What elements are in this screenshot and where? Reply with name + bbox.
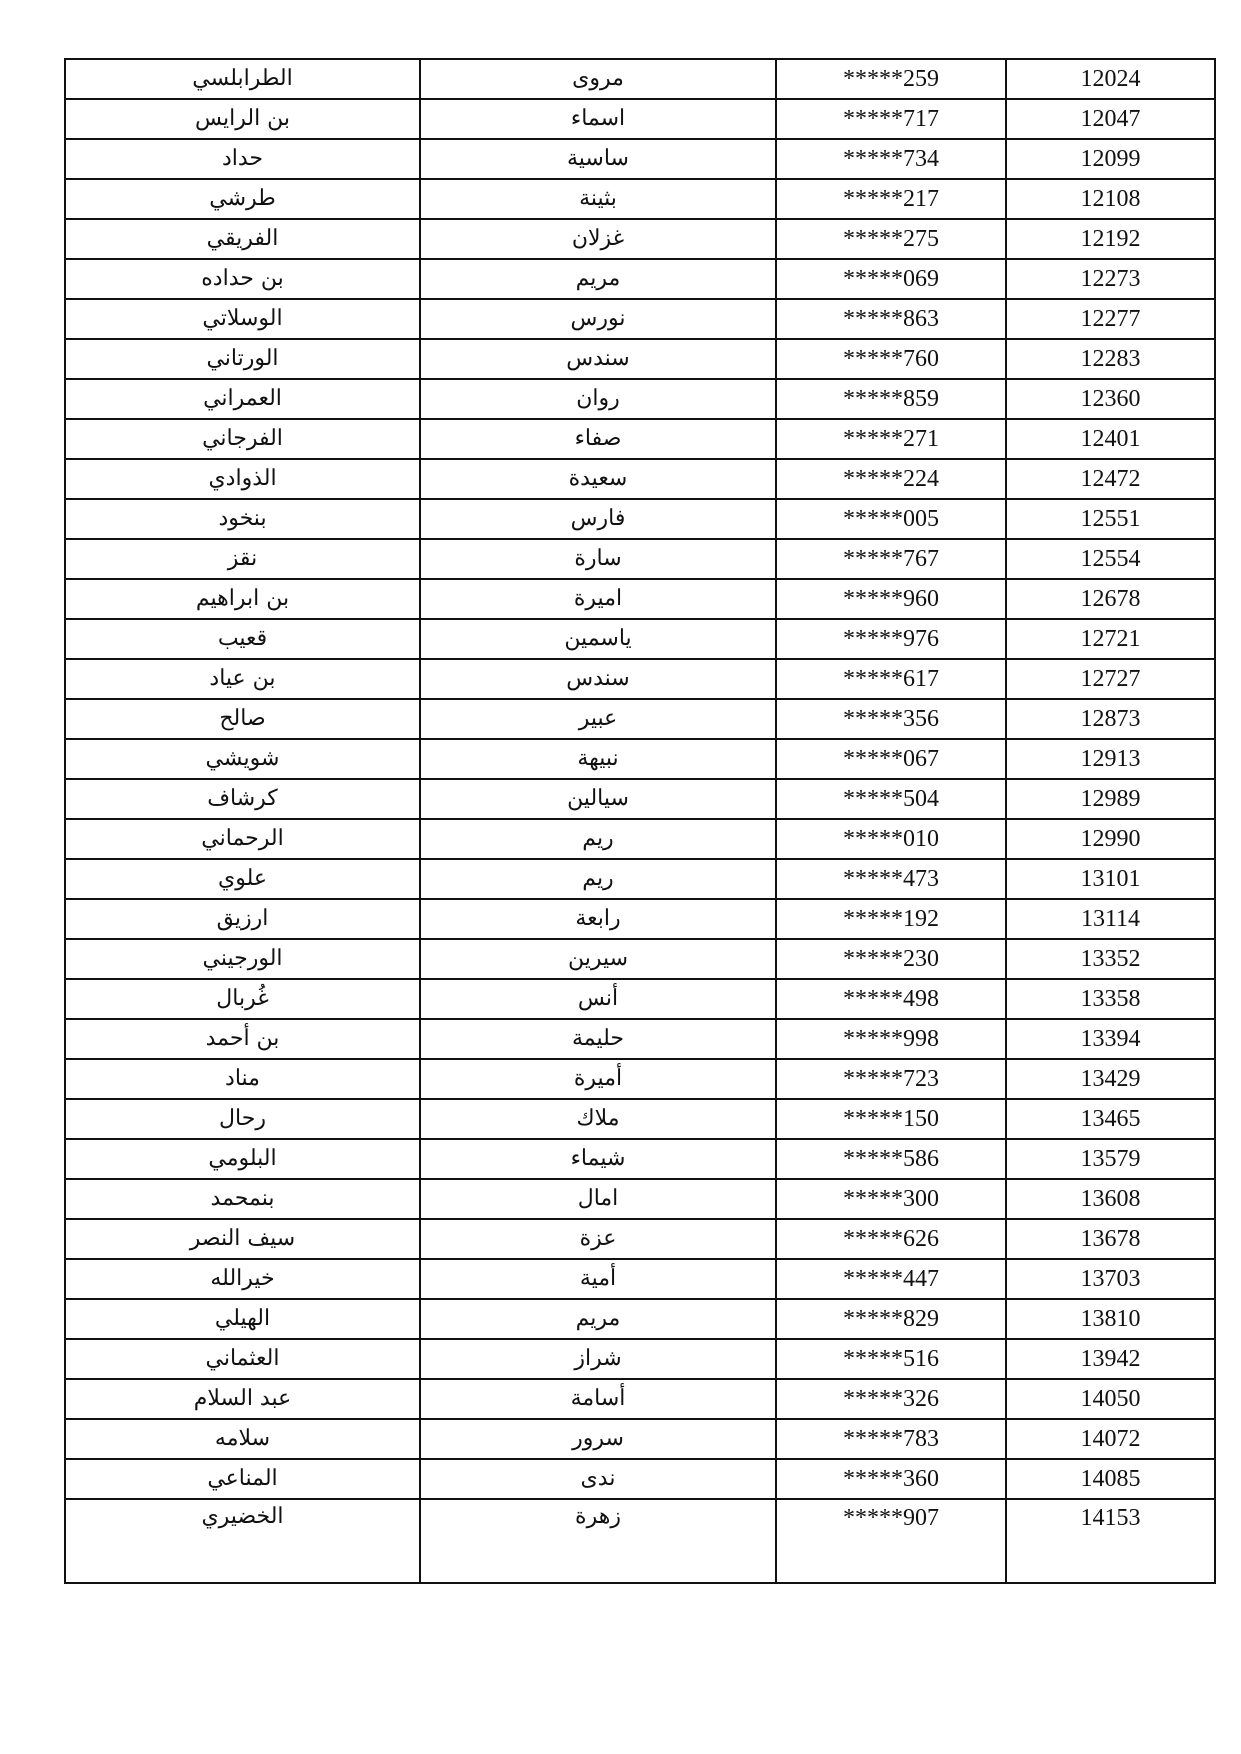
table-row — [65, 579, 1215, 619]
id-number-cell: *****504 — [776, 779, 1006, 819]
registration-number-cell: 14085 — [1006, 1459, 1215, 1499]
table-row — [65, 419, 1215, 459]
id-number-cell: *****217 — [776, 179, 1006, 219]
last-name-cell: الورتاني — [65, 339, 420, 379]
table-row — [65, 1099, 1215, 1139]
names-table — [64, 58, 1216, 1584]
id-number-cell: *****767 — [776, 539, 1006, 579]
registration-number-cell: 12283 — [1006, 339, 1215, 379]
last-name-cell: سلامه — [65, 1419, 420, 1459]
first-name-cell: ياسمين — [420, 619, 776, 659]
names-table-body — [65, 59, 1215, 1583]
table-row — [65, 859, 1215, 899]
id-number-cell: *****859 — [776, 379, 1006, 419]
first-name-cell: مروى — [420, 59, 776, 99]
table-row — [65, 739, 1215, 779]
first-name-cell: عبير — [420, 699, 776, 739]
last-name-cell: عبد السلام — [65, 1379, 420, 1419]
first-name-cell: شراز — [420, 1339, 776, 1379]
registration-number-cell: 14050 — [1006, 1379, 1215, 1419]
table-row — [65, 1019, 1215, 1059]
first-name-cell: مريم — [420, 1299, 776, 1339]
table-row — [65, 1339, 1215, 1379]
first-name-cell: سندس — [420, 659, 776, 699]
last-name-cell: العمراني — [65, 379, 420, 419]
first-name-cell: أنس — [420, 979, 776, 1019]
first-name-cell: سرور — [420, 1419, 776, 1459]
last-name-cell: البلومي — [65, 1139, 420, 1179]
id-number-cell: *****907 — [776, 1499, 1006, 1583]
id-number-cell: *****192 — [776, 899, 1006, 939]
registration-number-cell: 13608 — [1006, 1179, 1215, 1219]
registration-number-cell: 12024 — [1006, 59, 1215, 99]
last-name-cell: بن عياد — [65, 659, 420, 699]
first-name-cell: أمية — [420, 1259, 776, 1299]
table-row — [65, 659, 1215, 699]
last-name-cell: الرحماني — [65, 819, 420, 859]
last-name-cell: الوسلاتي — [65, 299, 420, 339]
id-number-cell: *****230 — [776, 939, 1006, 979]
registration-number-cell: 12554 — [1006, 539, 1215, 579]
first-name-cell: سارة — [420, 539, 776, 579]
first-name-cell: غزلان — [420, 219, 776, 259]
id-number-cell: *****271 — [776, 419, 1006, 459]
id-number-cell: *****473 — [776, 859, 1006, 899]
registration-number-cell: 12273 — [1006, 259, 1215, 299]
first-name-cell: اسماء — [420, 99, 776, 139]
registration-number-cell: 12989 — [1006, 779, 1215, 819]
last-name-cell: الهيلي — [65, 1299, 420, 1339]
table-row — [65, 379, 1215, 419]
id-number-cell: *****356 — [776, 699, 1006, 739]
last-name-cell: حداد — [65, 139, 420, 179]
last-name-cell: بنخود — [65, 499, 420, 539]
last-name-cell: غُربال — [65, 979, 420, 1019]
table-row — [65, 99, 1215, 139]
registration-number-cell: 12873 — [1006, 699, 1215, 739]
id-number-cell: *****783 — [776, 1419, 1006, 1459]
registration-number-cell: 13114 — [1006, 899, 1215, 939]
table-row — [65, 219, 1215, 259]
registration-number-cell: 12360 — [1006, 379, 1215, 419]
registration-number-cell: 13352 — [1006, 939, 1215, 979]
first-name-cell: سندس — [420, 339, 776, 379]
id-number-cell: *****626 — [776, 1219, 1006, 1259]
registration-number-cell: 12551 — [1006, 499, 1215, 539]
table-row — [65, 1179, 1215, 1219]
first-name-cell: ملاك — [420, 1099, 776, 1139]
id-number-cell: *****760 — [776, 339, 1006, 379]
last-name-cell: صالح — [65, 699, 420, 739]
table-row — [65, 299, 1215, 339]
first-name-cell: رابعة — [420, 899, 776, 939]
first-name-cell: عزة — [420, 1219, 776, 1259]
table-row — [65, 939, 1215, 979]
table-row — [65, 139, 1215, 179]
table-row — [65, 1419, 1215, 1459]
table-row — [65, 819, 1215, 859]
registration-number-cell: 13101 — [1006, 859, 1215, 899]
first-name-cell: امال — [420, 1179, 776, 1219]
table-row — [65, 979, 1215, 1019]
table-row — [65, 179, 1215, 219]
registration-number-cell: 13465 — [1006, 1099, 1215, 1139]
table-row — [65, 459, 1215, 499]
id-number-cell: *****516 — [776, 1339, 1006, 1379]
table-row — [65, 1139, 1215, 1179]
id-number-cell: *****723 — [776, 1059, 1006, 1099]
table-row — [65, 699, 1215, 739]
table-row — [65, 539, 1215, 579]
first-name-cell: زهرة — [420, 1499, 776, 1583]
last-name-cell: بن أحمد — [65, 1019, 420, 1059]
last-name-cell: الورجيني — [65, 939, 420, 979]
id-number-cell: *****863 — [776, 299, 1006, 339]
last-name-cell: الخضيري — [65, 1499, 420, 1583]
last-name-cell: الفريقي — [65, 219, 420, 259]
table-row — [65, 1219, 1215, 1259]
last-name-cell: المناعي — [65, 1459, 420, 1499]
registration-number-cell: 12678 — [1006, 579, 1215, 619]
first-name-cell: سيالين — [420, 779, 776, 819]
id-number-cell: *****960 — [776, 579, 1006, 619]
last-name-cell: العثماني — [65, 1339, 420, 1379]
id-number-cell: *****259 — [776, 59, 1006, 99]
table-row — [65, 619, 1215, 659]
first-name-cell: حليمة — [420, 1019, 776, 1059]
table-row — [65, 779, 1215, 819]
last-name-cell: طرشي — [65, 179, 420, 219]
last-name-cell: بنمحمد — [65, 1179, 420, 1219]
last-name-cell: علوي — [65, 859, 420, 899]
registration-number-cell: 13942 — [1006, 1339, 1215, 1379]
id-number-cell: *****360 — [776, 1459, 1006, 1499]
last-name-cell: الذوادي — [65, 459, 420, 499]
first-name-cell: اميرة — [420, 579, 776, 619]
id-number-cell: *****069 — [776, 259, 1006, 299]
last-name-cell: بن الرايس — [65, 99, 420, 139]
id-number-cell: *****829 — [776, 1299, 1006, 1339]
table-row — [65, 899, 1215, 939]
last-name-cell: سيف النصر — [65, 1219, 420, 1259]
table-row — [65, 1259, 1215, 1299]
last-name-cell: كرشاف — [65, 779, 420, 819]
id-number-cell: *****005 — [776, 499, 1006, 539]
id-number-cell: *****275 — [776, 219, 1006, 259]
first-name-cell: فارس — [420, 499, 776, 539]
last-name-cell: رحال — [65, 1099, 420, 1139]
registration-number-cell: 12913 — [1006, 739, 1215, 779]
last-name-cell: نقز — [65, 539, 420, 579]
last-name-cell: ارزيق — [65, 899, 420, 939]
last-name-cell: مناد — [65, 1059, 420, 1099]
id-number-cell: *****224 — [776, 459, 1006, 499]
id-number-cell: *****300 — [776, 1179, 1006, 1219]
first-name-cell: سيرين — [420, 939, 776, 979]
id-number-cell: *****586 — [776, 1139, 1006, 1179]
first-name-cell: صفاء — [420, 419, 776, 459]
first-name-cell: أسامة — [420, 1379, 776, 1419]
last-name-cell: الطرابلسي — [65, 59, 420, 99]
registration-number-cell: 13358 — [1006, 979, 1215, 1019]
id-number-cell: *****010 — [776, 819, 1006, 859]
registration-number-cell: 14153 — [1006, 1499, 1215, 1583]
registration-number-cell: 12472 — [1006, 459, 1215, 499]
first-name-cell: ساسية — [420, 139, 776, 179]
registration-number-cell: 13429 — [1006, 1059, 1215, 1099]
first-name-cell: ريم — [420, 859, 776, 899]
first-name-cell: نورس — [420, 299, 776, 339]
table-row — [65, 1459, 1215, 1499]
id-number-cell: *****067 — [776, 739, 1006, 779]
id-number-cell: *****717 — [776, 99, 1006, 139]
first-name-cell: ندى — [420, 1459, 776, 1499]
first-name-cell: مريم — [420, 259, 776, 299]
registration-number-cell: 12401 — [1006, 419, 1215, 459]
first-name-cell: نبيهة — [420, 739, 776, 779]
registration-number-cell: 14072 — [1006, 1419, 1215, 1459]
registration-number-cell: 13579 — [1006, 1139, 1215, 1179]
registration-number-cell: 12047 — [1006, 99, 1215, 139]
registration-number-cell: 13810 — [1006, 1299, 1215, 1339]
id-number-cell: *****326 — [776, 1379, 1006, 1419]
registration-number-cell: 12277 — [1006, 299, 1215, 339]
registration-number-cell: 12727 — [1006, 659, 1215, 699]
table-row — [65, 1499, 1215, 1583]
registration-number-cell: 12099 — [1006, 139, 1215, 179]
first-name-cell: أميرة — [420, 1059, 776, 1099]
table-row — [65, 1379, 1215, 1419]
id-number-cell: *****150 — [776, 1099, 1006, 1139]
last-name-cell: بن ابراهيم — [65, 579, 420, 619]
table-row — [65, 339, 1215, 379]
last-name-cell: بن حداده — [65, 259, 420, 299]
id-number-cell: *****734 — [776, 139, 1006, 179]
registration-number-cell: 13678 — [1006, 1219, 1215, 1259]
table-row — [65, 259, 1215, 299]
last-name-cell: خيرالله — [65, 1259, 420, 1299]
id-number-cell: *****447 — [776, 1259, 1006, 1299]
table-row — [65, 1059, 1215, 1099]
first-name-cell: روان — [420, 379, 776, 419]
first-name-cell: شيماء — [420, 1139, 776, 1179]
last-name-cell: الفرجاني — [65, 419, 420, 459]
id-number-cell: *****498 — [776, 979, 1006, 1019]
table-row — [65, 59, 1215, 99]
last-name-cell: قعيب — [65, 619, 420, 659]
registration-number-cell: 12192 — [1006, 219, 1215, 259]
registration-number-cell: 13703 — [1006, 1259, 1215, 1299]
last-name-cell: شويشي — [65, 739, 420, 779]
registration-number-cell: 13394 — [1006, 1019, 1215, 1059]
registration-number-cell: 12721 — [1006, 619, 1215, 659]
registration-number-cell: 12990 — [1006, 819, 1215, 859]
id-number-cell: *****617 — [776, 659, 1006, 699]
first-name-cell: ريم — [420, 819, 776, 859]
first-name-cell: سعيدة — [420, 459, 776, 499]
id-number-cell: *****998 — [776, 1019, 1006, 1059]
table-row — [65, 499, 1215, 539]
table-row — [65, 1299, 1215, 1339]
first-name-cell: بثينة — [420, 179, 776, 219]
registration-number-cell: 12108 — [1006, 179, 1215, 219]
id-number-cell: *****976 — [776, 619, 1006, 659]
